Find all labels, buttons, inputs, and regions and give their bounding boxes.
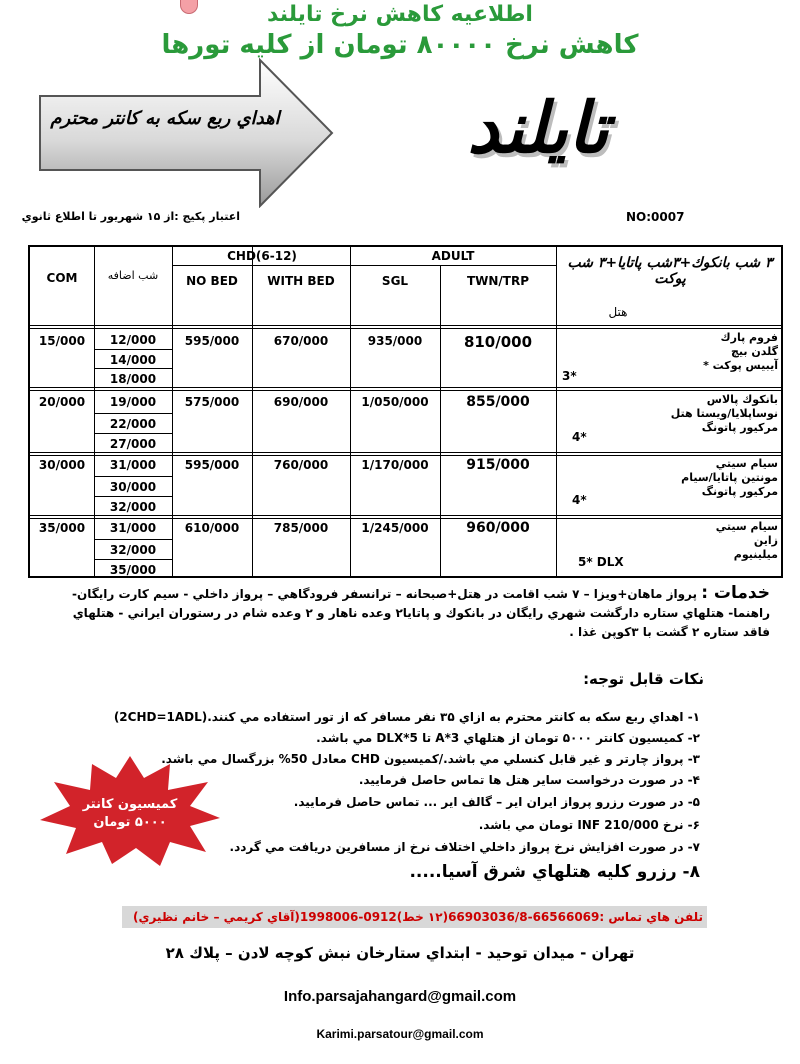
extra-night-value: 22/000 (109, 417, 157, 431)
hotel-list: سيام سيتي مونتين پاتايا/سيام مركيور پاتونگ (681, 457, 778, 498)
star-rating: 4* (572, 430, 587, 444)
sgl-header: SGL (381, 274, 409, 288)
twn-price: 855/000 (466, 394, 530, 410)
services-line: فاقد ستاره ۲ گشت با ۳كوپن غذا . (569, 625, 770, 639)
withbed-price: 690/000 (273, 395, 329, 409)
hotel-list: بانكوك پالاس نوساپلايا/ويستا هتل مركيور پاتونگ (670, 393, 778, 434)
note-item: ۵- در صورت رزرو پرواز ايران اير – گالف اير ... تماس حاصل فرماييد. (293, 795, 700, 809)
services-line: راهنما- هتلهاي ستاره دارگشت شهري رايگان در بانكوك و پاتايا۲ وعده ناهار و ۲ وعده شام در رستوران ايراني - هتلهاي (72, 606, 770, 620)
note-item: ۸- رزرو كليه هتلهاي شرق آسيا..... (409, 862, 700, 882)
destination-title: تايلند (467, 87, 609, 169)
sgl-price: 935/000 (367, 334, 423, 348)
contact-phones: تلفن هاي تماس :66566069-66903036/8(۱۲ خط)0912-1998006(آقاي كريمي – خانم نظيري) (122, 906, 707, 928)
contact-email-secondary[interactable]: Karimi.parsatour@gmail.com (316, 1027, 484, 1041)
extra-night-value: 32/000 (109, 543, 157, 557)
contact-email-primary[interactable]: Info.parsajahangard@gmail.com (283, 988, 517, 1005)
extra-night-value: 12/000 (109, 333, 157, 347)
adult-header: ADULT (431, 249, 475, 263)
contact-address: تهران - ميدان توحيد - ابتداي ستارخان نبش كوچه لادن – پلاك ۲۸ (165, 944, 635, 962)
package-title: ۳ شب بانكوك+۳شب پاتايا+۳ شب پوكت (567, 255, 773, 287)
twn-price: 810/000 (463, 333, 533, 351)
nobed-price: 595/000 (184, 458, 240, 472)
extra-night-value: 27/000 (109, 437, 157, 451)
com-header: COM (46, 271, 78, 285)
twn-price: 915/000 (466, 457, 530, 473)
withbed-price: 760/000 (273, 458, 329, 472)
nobed-price: 610/000 (184, 521, 240, 535)
notes-title: نكات قابل توجه: (583, 670, 704, 688)
extra-night-value: 35/000 (109, 563, 157, 577)
arrow-banner-text: اهداي ربع سكه به كانتر محترم (50, 108, 280, 129)
note-item: ۲- كميسيون كانتر ۵۰۰۰ تومان از هتلهاي 3*A تا 5*DLX مي باشد. (316, 731, 700, 745)
extra-night-value: 30/000 (109, 480, 157, 494)
arrow-banner-shape (36, 58, 336, 208)
star-rating: 4* (572, 493, 587, 507)
sgl-price: 1/050/000 (361, 395, 429, 409)
star-rating: 3* (562, 369, 577, 383)
discount-headline: كاهش نرخ ۸۰۰۰۰ تومان از كليه تورها (161, 30, 639, 60)
extra-night-value: 32/000 (109, 500, 157, 514)
nobed-price: 595/000 (184, 334, 240, 348)
note-item: ۷- در صورت افزايش نرخ پرواز داخلي اختلاف نرخ از مسافرين دريافت مي گردد. (229, 840, 700, 854)
extra-night-value: 31/000 (109, 458, 157, 472)
services-block (30, 584, 770, 642)
twn-price: 960/000 (466, 520, 530, 536)
extra-night-header: شب اضافه (107, 269, 159, 282)
hotel-header: هتل (608, 305, 628, 319)
package-code: NO:0007 (626, 210, 685, 224)
package-validity: اعتبار پكيج :از ۱۵ شهريور تا اطلاع ثانوي (21, 210, 240, 223)
sgl-price: 1/245/000 (361, 521, 429, 535)
announcement-title: اطلاعیه كاهش نرخ تایلند (267, 2, 533, 27)
nobed-price: 575/000 (184, 395, 240, 409)
withbed-price: 670/000 (273, 334, 329, 348)
star-rating: 5* DLX (578, 555, 624, 569)
withbed-header: WITH BED (267, 274, 335, 288)
note-item: ۶- نرخ INF 210/000 تومان مي باشد. (478, 818, 700, 832)
note-item: ۴- در صورت درخواست ساير هتل ها تماس حاصل فرماييد. (358, 773, 700, 787)
com-value: 15/000 (38, 334, 86, 348)
services-title: خدمات : (701, 583, 770, 603)
sgl-price: 1/170/000 (361, 458, 429, 472)
chd-header: CHD(6-12) (227, 249, 297, 263)
extra-night-value: 14/000 (109, 353, 157, 367)
extra-night-value: 19/000 (109, 395, 157, 409)
commission-badge: كميسيون كانتر ۵۰۰۰ تومان (82, 797, 178, 830)
withbed-price: 785/000 (273, 521, 329, 535)
com-value: 30/000 (38, 458, 86, 472)
hotel-list: سيام سيتي زاين ميلينيوم (715, 520, 778, 561)
note-item: ۱- اهداي ربع سكه به كانتر محترم به ازاي ۳۵ نفر مسافر كه از تور استفاده مي كنند.(2CHD=1ADL) (113, 710, 700, 724)
extra-night-value: 18/000 (109, 372, 157, 386)
price-table (28, 245, 783, 578)
services-line: پرواز ماهان+ويزا – ۷ شب اقامت در هتل+صبحانه – ترانسفر فرودگاهي – پرواز داخلي - سيم كارت رايگان- (72, 587, 698, 601)
hotel-list: فروم پارك گلدن بيچ آيبيس پوكت * (703, 331, 778, 372)
note-item: ۳- پرواز چارتر و غير قابل كنسلي مي باشد./كميسيون CHD معادل 50% بزرگسال مي باشد. (161, 752, 700, 766)
com-value: 20/000 (38, 395, 86, 409)
twn-header: TWN/TRP (466, 274, 530, 288)
com-value: 35/000 (38, 521, 86, 535)
extra-night-value: 31/000 (109, 521, 157, 535)
nobed-header: NO BED (186, 274, 238, 288)
